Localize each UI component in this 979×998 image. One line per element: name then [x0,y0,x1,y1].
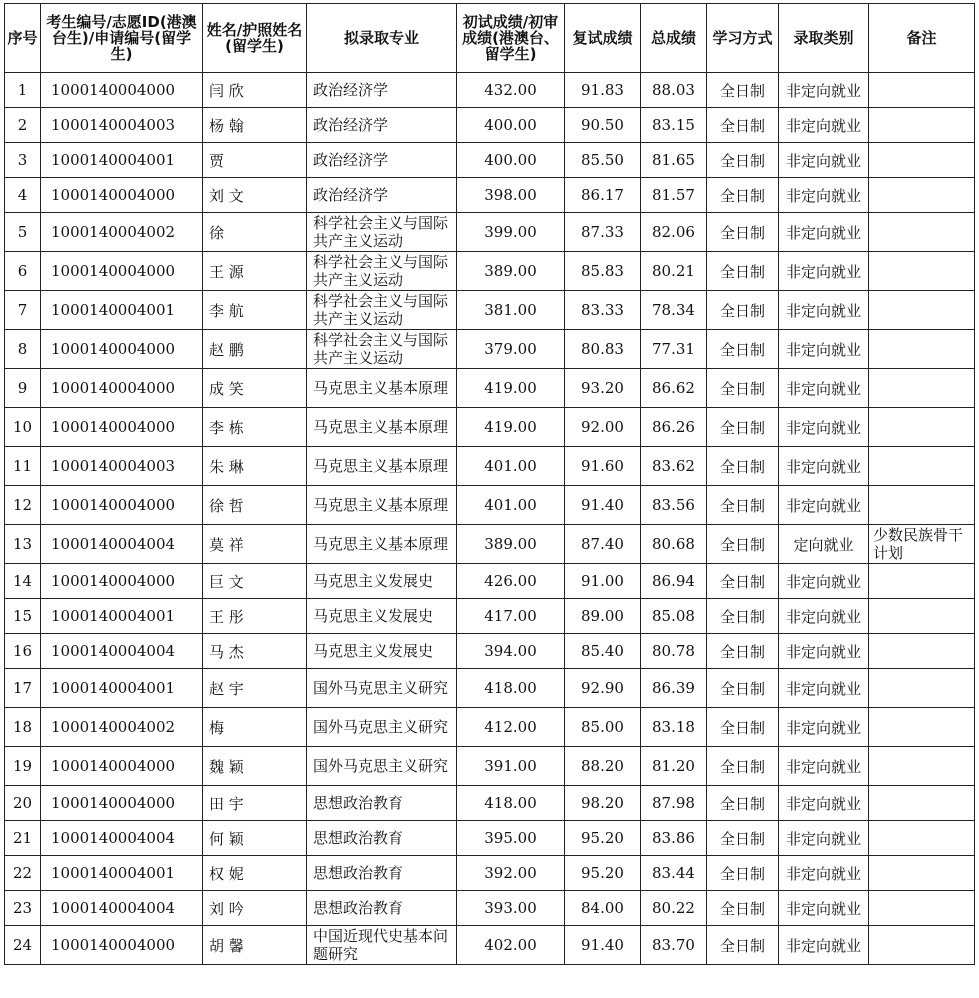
cell-seq: 17 [5,669,41,708]
cell-candidate-id: 1000140004003 [41,108,203,143]
cell-seq: 22 [5,856,41,891]
cell-seq: 21 [5,821,41,856]
cell-study-mode: 全日制 [707,447,779,486]
cell-total-score: 86.26 [641,408,707,447]
cell-major: 中国近现代史基本问题研究 [307,926,457,965]
cell-candidate-id: 1000140004001 [41,856,203,891]
cell-note [869,486,975,525]
cell-retest-score: 89.00 [565,599,641,634]
cell-name: 赵 宇 [203,669,307,708]
cell-seq: 13 [5,525,41,564]
cell-prelim-score: 426.00 [457,564,565,599]
header-row [5,4,975,73]
cell-total-score: 80.21 [641,252,707,291]
cell-name: 王 源 [203,252,307,291]
cell-candidate-id: 1000140004004 [41,891,203,926]
table-row [5,178,975,213]
table-row [5,369,975,408]
cell-candidate-id: 1000140004000 [41,408,203,447]
cell-name: 梅 [203,708,307,747]
cell-major: 马克思主义基本原理 [307,447,457,486]
cell-name: 赵 鹏 [203,330,307,369]
cell-major: 马克思主义基本原理 [307,525,457,564]
cell-prelim-score: 418.00 [457,786,565,821]
cell-name: 巨 文 [203,564,307,599]
cell-study-mode: 全日制 [707,856,779,891]
cell-note [869,926,975,965]
cell-total-score: 77.31 [641,330,707,369]
cell-note [869,447,975,486]
cell-name: 杨 翰 [203,108,307,143]
cell-major: 政治经济学 [307,73,457,108]
cell-retest-score: 85.00 [565,708,641,747]
cell-study-mode: 全日制 [707,926,779,965]
cell-candidate-id: 1000140004004 [41,821,203,856]
cell-note [869,73,975,108]
cell-major: 思想政治教育 [307,891,457,926]
cell-retest-score: 90.50 [565,108,641,143]
cell-study-mode: 全日制 [707,786,779,821]
cell-prelim-score: 402.00 [457,926,565,965]
cell-retest-score: 91.60 [565,447,641,486]
table-row [5,408,975,447]
cell-total-score: 87.98 [641,786,707,821]
cell-admission-type: 非定向就业 [779,634,869,669]
cell-candidate-id: 1000140004004 [41,634,203,669]
cell-admission-type: 非定向就业 [779,408,869,447]
cell-name: 何 颖 [203,821,307,856]
table-row [5,252,975,291]
cell-prelim-score: 398.00 [457,178,565,213]
header-id: 考生编号/志愿ID(港澳台生)/申请编号(留学生) [41,4,203,73]
cell-study-mode: 全日制 [707,73,779,108]
cell-name: 朱 琳 [203,447,307,486]
table-row [5,821,975,856]
cell-note [869,891,975,926]
cell-name: 田 宇 [203,786,307,821]
cell-note [869,747,975,786]
cell-prelim-score: 401.00 [457,447,565,486]
cell-candidate-id: 1000140004000 [41,178,203,213]
header-type: 录取类别 [779,4,869,73]
header-major: 拟录取专业 [307,4,457,73]
cell-total-score: 80.78 [641,634,707,669]
cell-major: 政治经济学 [307,178,457,213]
cell-major: 政治经济学 [307,108,457,143]
cell-major: 马克思主义发展史 [307,634,457,669]
cell-prelim-score: 399.00 [457,213,565,252]
cell-retest-score: 95.20 [565,856,641,891]
cell-retest-score: 91.40 [565,486,641,525]
cell-retest-score: 87.40 [565,525,641,564]
cell-admission-type: 非定向就业 [779,599,869,634]
cell-candidate-id: 1000140004000 [41,252,203,291]
cell-retest-score: 85.83 [565,252,641,291]
cell-admission-type: 非定向就业 [779,669,869,708]
cell-total-score: 83.70 [641,926,707,965]
cell-major: 科学社会主义与国际共产主义运动 [307,291,457,330]
cell-seq: 11 [5,447,41,486]
cell-candidate-id: 1000140004000 [41,926,203,965]
table-row [5,447,975,486]
cell-name: 莫 祥 [203,525,307,564]
cell-admission-type: 非定向就业 [779,564,869,599]
table-row [5,926,975,965]
cell-study-mode: 全日制 [707,330,779,369]
cell-prelim-score: 418.00 [457,669,565,708]
cell-candidate-id: 1000140004000 [41,486,203,525]
cell-prelim-score: 419.00 [457,408,565,447]
cell-note [869,330,975,369]
cell-prelim-score: 417.00 [457,599,565,634]
cell-study-mode: 全日制 [707,213,779,252]
cell-prelim-score: 381.00 [457,291,565,330]
cell-seq: 20 [5,786,41,821]
cell-admission-type: 非定向就业 [779,369,869,408]
cell-total-score: 82.06 [641,213,707,252]
cell-seq: 2 [5,108,41,143]
cell-major: 国外马克思主义研究 [307,747,457,786]
cell-candidate-id: 1000140004001 [41,291,203,330]
cell-note [869,213,975,252]
cell-prelim-score: 379.00 [457,330,565,369]
header-prelim: 初试成绩/初审成绩(港澳台、留学生) [457,4,565,73]
cell-prelim-score: 394.00 [457,634,565,669]
cell-seq: 19 [5,747,41,786]
cell-note [869,108,975,143]
cell-total-score: 83.56 [641,486,707,525]
cell-major: 科学社会主义与国际共产主义运动 [307,330,457,369]
table-body [5,73,975,965]
cell-major: 马克思主义发展史 [307,599,457,634]
cell-admission-type: 非定向就业 [779,252,869,291]
cell-candidate-id: 1000140004002 [41,213,203,252]
table-row [5,856,975,891]
cell-retest-score: 85.50 [565,143,641,178]
cell-seq: 16 [5,634,41,669]
cell-prelim-score: 389.00 [457,525,565,564]
cell-major: 科学社会主义与国际共产主义运动 [307,252,457,291]
cell-prelim-score: 419.00 [457,369,565,408]
cell-major: 政治经济学 [307,143,457,178]
cell-major: 马克思主义基本原理 [307,486,457,525]
cell-seq: 8 [5,330,41,369]
cell-major: 思想政治教育 [307,786,457,821]
cell-candidate-id: 1000140004000 [41,369,203,408]
cell-total-score: 88.03 [641,73,707,108]
cell-seq: 14 [5,564,41,599]
cell-major: 马克思主义发展史 [307,564,457,599]
cell-total-score: 83.62 [641,447,707,486]
cell-prelim-score: 389.00 [457,252,565,291]
cell-name: 闫 欣 [203,73,307,108]
cell-prelim-score: 401.00 [457,486,565,525]
cell-name: 徐 哲 [203,486,307,525]
cell-candidate-id: 1000140004000 [41,564,203,599]
cell-seq: 6 [5,252,41,291]
table-row [5,108,975,143]
cell-major: 马克思主义基本原理 [307,408,457,447]
cell-study-mode: 全日制 [707,178,779,213]
cell-name: 徐 [203,213,307,252]
cell-admission-type: 非定向就业 [779,891,869,926]
cell-seq: 10 [5,408,41,447]
cell-study-mode: 全日制 [707,108,779,143]
table-row [5,330,975,369]
cell-major: 马克思主义基本原理 [307,369,457,408]
cell-admission-type: 非定向就业 [779,821,869,856]
header-mode: 学习方式 [707,4,779,73]
cell-admission-type: 非定向就业 [779,213,869,252]
header-retest: 复试成绩 [565,4,641,73]
cell-candidate-id: 1000140004002 [41,708,203,747]
cell-seq: 4 [5,178,41,213]
cell-major: 思想政治教育 [307,856,457,891]
cell-total-score: 81.20 [641,747,707,786]
cell-retest-score: 93.20 [565,369,641,408]
cell-note [869,786,975,821]
table-row [5,486,975,525]
cell-study-mode: 全日制 [707,252,779,291]
cell-retest-score: 92.00 [565,408,641,447]
cell-name: 李 栋 [203,408,307,447]
cell-total-score: 86.62 [641,369,707,408]
cell-prelim-score: 391.00 [457,747,565,786]
cell-note [869,564,975,599]
cell-total-score: 78.34 [641,291,707,330]
cell-candidate-id: 1000140004000 [41,786,203,821]
cell-major: 国外马克思主义研究 [307,708,457,747]
cell-total-score: 85.08 [641,599,707,634]
table-row [5,564,975,599]
cell-note [869,599,975,634]
table-row [5,525,975,564]
cell-candidate-id: 1000140004001 [41,143,203,178]
cell-seq: 1 [5,73,41,108]
cell-total-score: 81.57 [641,178,707,213]
cell-admission-type: 非定向就业 [779,926,869,965]
cell-name: 权 妮 [203,856,307,891]
cell-prelim-score: 432.00 [457,73,565,108]
table-row [5,73,975,108]
cell-note: 少数民族骨干计划 [869,525,975,564]
cell-admission-type: 非定向就业 [779,708,869,747]
cell-note [869,669,975,708]
cell-note [869,821,975,856]
cell-total-score: 83.44 [641,856,707,891]
cell-seq: 5 [5,213,41,252]
header-name: 姓名/护照姓名(留学生) [203,4,307,73]
cell-seq: 7 [5,291,41,330]
cell-study-mode: 全日制 [707,564,779,599]
cell-seq: 24 [5,926,41,965]
cell-admission-type: 非定向就业 [779,108,869,143]
cell-name: 胡 馨 [203,926,307,965]
cell-candidate-id: 1000140004000 [41,747,203,786]
cell-note [869,178,975,213]
cell-name: 成 笑 [203,369,307,408]
cell-note [869,252,975,291]
cell-retest-score: 92.90 [565,669,641,708]
cell-study-mode: 全日制 [707,143,779,178]
cell-total-score: 81.65 [641,143,707,178]
cell-seq: 12 [5,486,41,525]
cell-name: 魏 颖 [203,747,307,786]
cell-total-score: 86.39 [641,669,707,708]
header-total: 总成绩 [641,4,707,73]
cell-note [869,856,975,891]
cell-study-mode: 全日制 [707,708,779,747]
table-row [5,708,975,747]
table-row [5,143,975,178]
cell-major: 思想政治教育 [307,821,457,856]
cell-retest-score: 95.20 [565,821,641,856]
cell-study-mode: 全日制 [707,486,779,525]
cell-prelim-score: 412.00 [457,708,565,747]
cell-admission-type: 非定向就业 [779,747,869,786]
cell-admission-type: 非定向就业 [779,447,869,486]
cell-candidate-id: 1000140004000 [41,73,203,108]
cell-retest-score: 84.00 [565,891,641,926]
cell-total-score: 83.18 [641,708,707,747]
cell-study-mode: 全日制 [707,634,779,669]
cell-note [869,291,975,330]
cell-prelim-score: 400.00 [457,108,565,143]
cell-study-mode: 全日制 [707,408,779,447]
cell-admission-type: 非定向就业 [779,330,869,369]
cell-major: 国外马克思主义研究 [307,669,457,708]
cell-name: 刘 文 [203,178,307,213]
cell-admission-type: 非定向就业 [779,856,869,891]
cell-retest-score: 87.33 [565,213,641,252]
cell-total-score: 86.94 [641,564,707,599]
cell-retest-score: 88.20 [565,747,641,786]
cell-admission-type: 非定向就业 [779,486,869,525]
cell-study-mode: 全日制 [707,369,779,408]
cell-retest-score: 83.33 [565,291,641,330]
cell-name: 李 航 [203,291,307,330]
cell-retest-score: 85.40 [565,634,641,669]
cell-retest-score: 91.40 [565,926,641,965]
cell-name: 马 杰 [203,634,307,669]
cell-major: 科学社会主义与国际共产主义运动 [307,213,457,252]
cell-candidate-id: 1000140004003 [41,447,203,486]
table-row [5,891,975,926]
cell-note [869,369,975,408]
cell-note [869,634,975,669]
cell-study-mode: 全日制 [707,821,779,856]
table-row [5,291,975,330]
cell-study-mode: 全日制 [707,669,779,708]
table-row [5,634,975,669]
table-row [5,213,975,252]
cell-candidate-id: 1000140004001 [41,669,203,708]
cell-seq: 9 [5,369,41,408]
table-row [5,747,975,786]
cell-retest-score: 91.83 [565,73,641,108]
cell-study-mode: 全日制 [707,891,779,926]
cell-admission-type: 非定向就业 [779,178,869,213]
cell-candidate-id: 1000140004000 [41,330,203,369]
cell-total-score: 83.15 [641,108,707,143]
cell-admission-type: 非定向就业 [779,73,869,108]
cell-prelim-score: 400.00 [457,143,565,178]
cell-seq: 23 [5,891,41,926]
cell-prelim-score: 393.00 [457,891,565,926]
cell-candidate-id: 1000140004004 [41,525,203,564]
table-row [5,786,975,821]
table-row [5,599,975,634]
cell-retest-score: 86.17 [565,178,641,213]
cell-retest-score: 80.83 [565,330,641,369]
admission-table [4,3,975,965]
cell-admission-type: 非定向就业 [779,143,869,178]
cell-admission-type: 非定向就业 [779,786,869,821]
table-row [5,669,975,708]
cell-total-score: 80.22 [641,891,707,926]
cell-retest-score: 98.20 [565,786,641,821]
cell-note [869,143,975,178]
cell-note [869,708,975,747]
cell-seq: 15 [5,599,41,634]
cell-note [869,408,975,447]
cell-name: 王 彤 [203,599,307,634]
cell-study-mode: 全日制 [707,525,779,564]
header-note: 备注 [869,4,975,73]
cell-prelim-score: 395.00 [457,821,565,856]
cell-name: 刘 吟 [203,891,307,926]
cell-study-mode: 全日制 [707,291,779,330]
cell-study-mode: 全日制 [707,599,779,634]
cell-seq: 18 [5,708,41,747]
cell-total-score: 80.68 [641,525,707,564]
cell-prelim-score: 392.00 [457,856,565,891]
cell-seq: 3 [5,143,41,178]
cell-admission-type: 定向就业 [779,525,869,564]
cell-total-score: 83.86 [641,821,707,856]
cell-admission-type: 非定向就业 [779,291,869,330]
cell-candidate-id: 1000140004001 [41,599,203,634]
cell-study-mode: 全日制 [707,747,779,786]
cell-name: 贾 [203,143,307,178]
cell-retest-score: 91.00 [565,564,641,599]
header-seq: 序号 [5,4,41,73]
